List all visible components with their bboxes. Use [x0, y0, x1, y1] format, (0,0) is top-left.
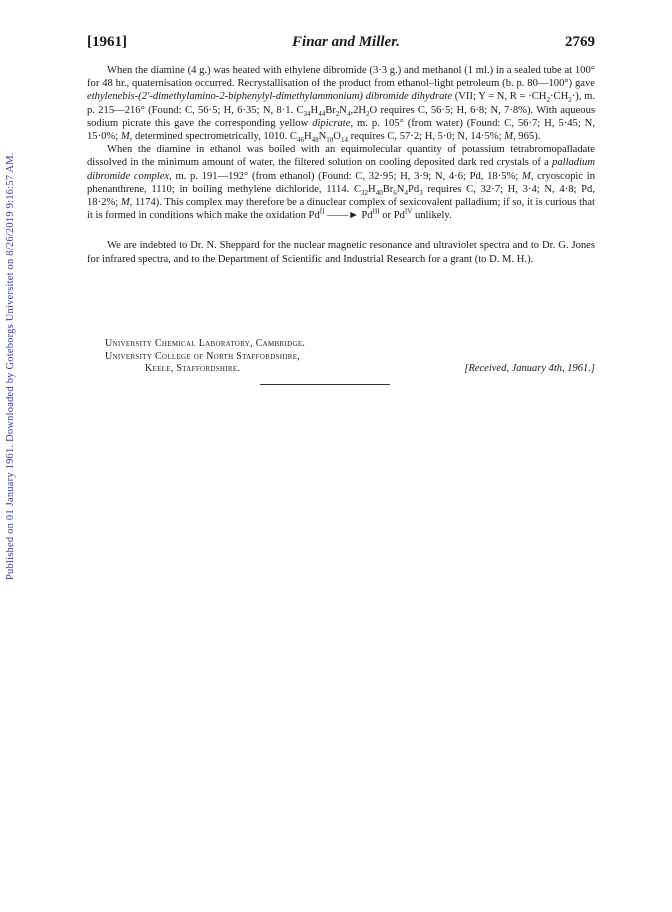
compound-name: ethylenebis-(2′-dimethylamino-2-biphenylyl-dimethylammonium) dibromide dihydrate [87, 91, 453, 103]
download-watermark-text: Published on 01 January 1961. Downloaded by Goteborgs Universitet on 8/26/2019 9:16:57 AM. [5, 152, 16, 580]
paragraph-quaternisation: When the diamine (4 g.) was heated with ethylene dibromide (3·3 g.) and methanol (1 ml.) in a sealed tube at 100° for 48 hr., quaternisation occurred. Recrystallisation of the product from ethanol–light petroleum (b. p. 80—100°) gave ethylenebis-(2′-dimethylamino-2-biphenylyl-dimethylammonium) dibromide dihydrate (VII; Y = N, $R = \cdot CH_2\cdot CH_2\cdot$), m. p. 215—216° (Found: C, 56·5; H, 6·35; N, 8·1. $C_{34}H_{44}Br_2N_4,2H_2O$ requires C, 56·5; H, 6·8; N, 7·8%). With aqueous sodium picrate this gave the corresponding yellow dipicrate, m. p. 105° (from water) (Found: C, 56·7; H, 5·45; N, 15·0%; M, determined spectrometrically, 1010. $C_{46}H_{48}N_{10}O_{14}$ requires C, 57·2; H, 5·0; N, 14·5%; M, 965). [87, 65, 595, 145]
address-line: Keele, Staffordshire. [145, 363, 241, 375]
article-body [87, 64, 595, 266]
received-date: [Received, January 4th, 1961.] [464, 363, 595, 374]
paragraph-palladium-complex: When the diamine in ethanol was boiled with an equimolecular quantity of potassium tetrabromopalladate dissolved in the minimum amount of water, the filtered solution on cooling deposited dark red crystals of a palladium dibromide complex, m. p. 191—192° (from ethanol) (Found: C, 32·95; H, 3·9; N, 4·6; Pd, 18·5%; M, cryoscopic in phenanthrene, 1110; in boiling methylene dichloride, 1114. $C_{32}H_{40}Br_6N_4Pd_3$ requires C, 32·7; H, 3·4; N, 4·8; Pd, 18·2%; M, 1174). This complex may therefore be a dinuclear complex of sexicovalent palladium; if so, it is curious that it is formed in conditions which make the oxidation $Pd^{II}$ ——► $Pd^{III}$ or $Pd^{IV}$ unlikely. [87, 144, 596, 222]
page-header [87, 34, 595, 56]
header-page-number: 2769 [564, 34, 595, 50]
compound-palladium-complex: palladium dibromide complex [87, 157, 595, 182]
compound-dipicrate: dipicrate [312, 117, 351, 129]
address-line: University Chemical Laboratory, Cambridge. [105, 338, 306, 349]
download-watermark [2, 150, 20, 580]
header-year: [1961] [87, 34, 127, 50]
address-line: University College of North Staffordshire, [105, 350, 301, 362]
end-of-article-rule [260, 384, 390, 385]
header-authors: Finar and Miller. [292, 34, 400, 50]
reaction-arrow: ——► [324, 210, 362, 222]
paragraph-acknowledgement: We are indebted to Dr. N. Sheppard for the nuclear magnetic resonance and ultraviolet spectra and to Dr. G. Jones for infrared spectra, and to the Department of Scientific and Industrial Research for a grant (to D. M. H.). [87, 240, 595, 265]
